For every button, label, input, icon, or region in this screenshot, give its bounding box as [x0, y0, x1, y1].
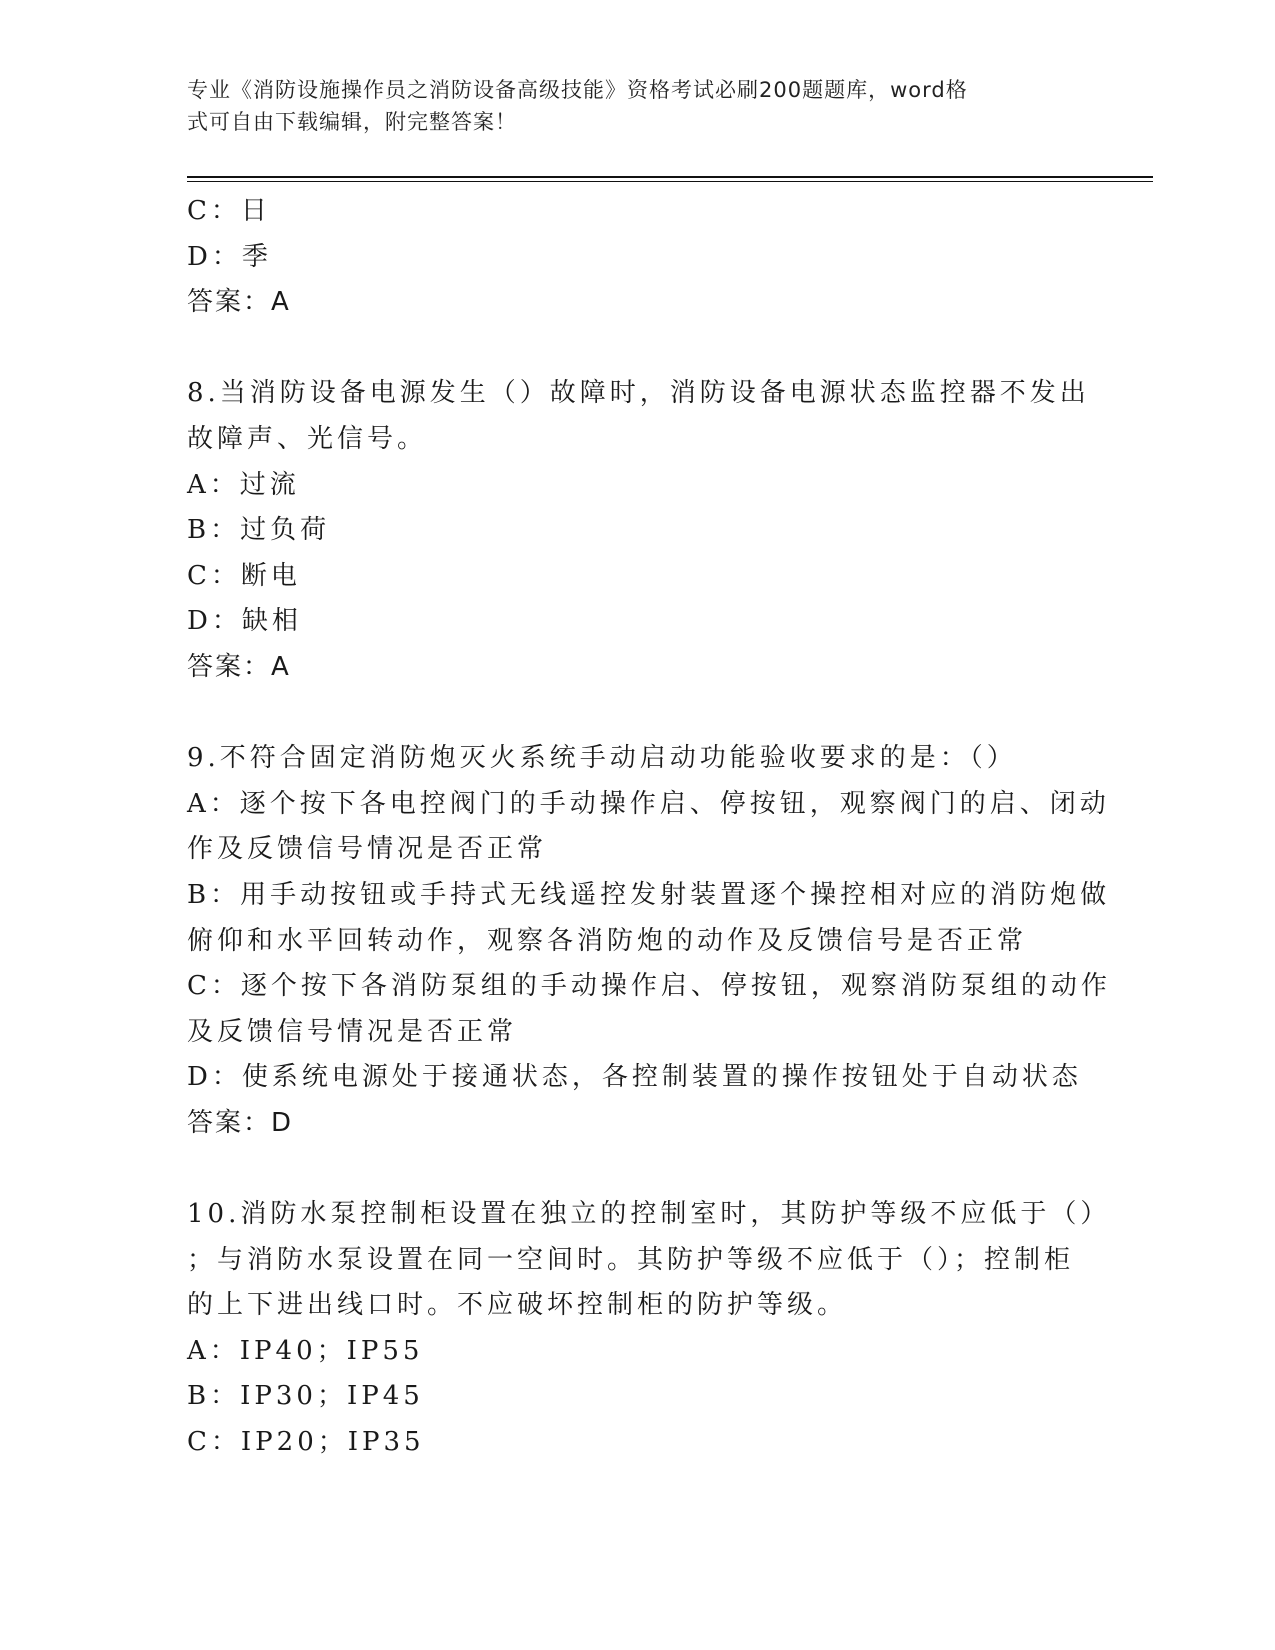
question-10 — [187, 1192, 1111, 1466]
option-a: A：过流 — [187, 469, 300, 500]
question-stem: 故障声、光信号。 — [187, 423, 428, 454]
option-d: D：季 — [187, 241, 272, 272]
question-7-partial — [187, 189, 1067, 326]
header-rule-thick — [187, 176, 1153, 178]
question-stem: 9.不符合固定消防炮灭火系统手动启动功能验收要求的是：（） — [187, 743, 1017, 774]
question-stem: ；与消防水泵设置在同一空间时。其防护等级不应低于（）；控制柜 — [187, 1244, 1075, 1275]
option-c: C：逐个按下各消防泵组的手动操作启、停按钮，观察消防泵组的动作 — [187, 971, 1111, 1002]
header-line-2: 式可自由下载编辑，附完整答案！ — [187, 110, 517, 134]
header-line-1: 专业《消防设施操作员之消防设备高级技能》资格考试必刷200题题库，word格 — [187, 78, 968, 102]
answer: 答案：A — [187, 287, 291, 318]
option-a: A：IP40；IP55 — [187, 1335, 424, 1366]
option-b: B：过负荷 — [187, 515, 331, 546]
option-b-continued: 俯仰和水平回转动作，观察各消防炮的动作及反馈信号是否正常 — [187, 925, 1028, 956]
option-d: D：缺相 — [187, 606, 302, 637]
option-c: C：断电 — [187, 560, 301, 591]
question-8 — [187, 371, 1090, 690]
question-stem: 10.消防水泵控制柜设置在独立的控制室时，其防护等级不应低于（） — [187, 1199, 1111, 1230]
question-stem: 的上下进出线口时。不应破坏控制柜的防护等级。 — [187, 1290, 848, 1321]
answer: 答案：A — [187, 651, 291, 682]
answer: 答案：D — [187, 1107, 294, 1138]
option-b: B：用手动按钮或手持式无线遥控发射装置逐个操控相对应的消防炮做 — [187, 879, 1111, 910]
question-list — [187, 189, 1111, 1466]
document-header — [187, 74, 1067, 138]
question-9 — [187, 736, 1111, 1146]
option-a-continued: 作及反馈信号情况是否正常 — [187, 834, 548, 865]
option-c-continued: 及反馈信号情况是否正常 — [187, 1016, 518, 1047]
option-a: A：逐个按下各电控阀门的手动操作启、停按钮，观察阀门的启、闭动 — [187, 788, 1110, 819]
header-rule-thin — [187, 181, 1153, 182]
option-b: B：IP30；IP45 — [187, 1381, 424, 1412]
question-stem: 8.当消防设备电源发生（）故障时，消防设备电源状态监控器不发出 — [187, 378, 1090, 409]
option-c: C：IP20；IP35 — [187, 1427, 425, 1458]
option-d: D：使系统电源处于接通状态，各控制装置的操作按钮处于自动状态 — [187, 1062, 1082, 1093]
option-c: C：日 — [187, 196, 271, 226]
